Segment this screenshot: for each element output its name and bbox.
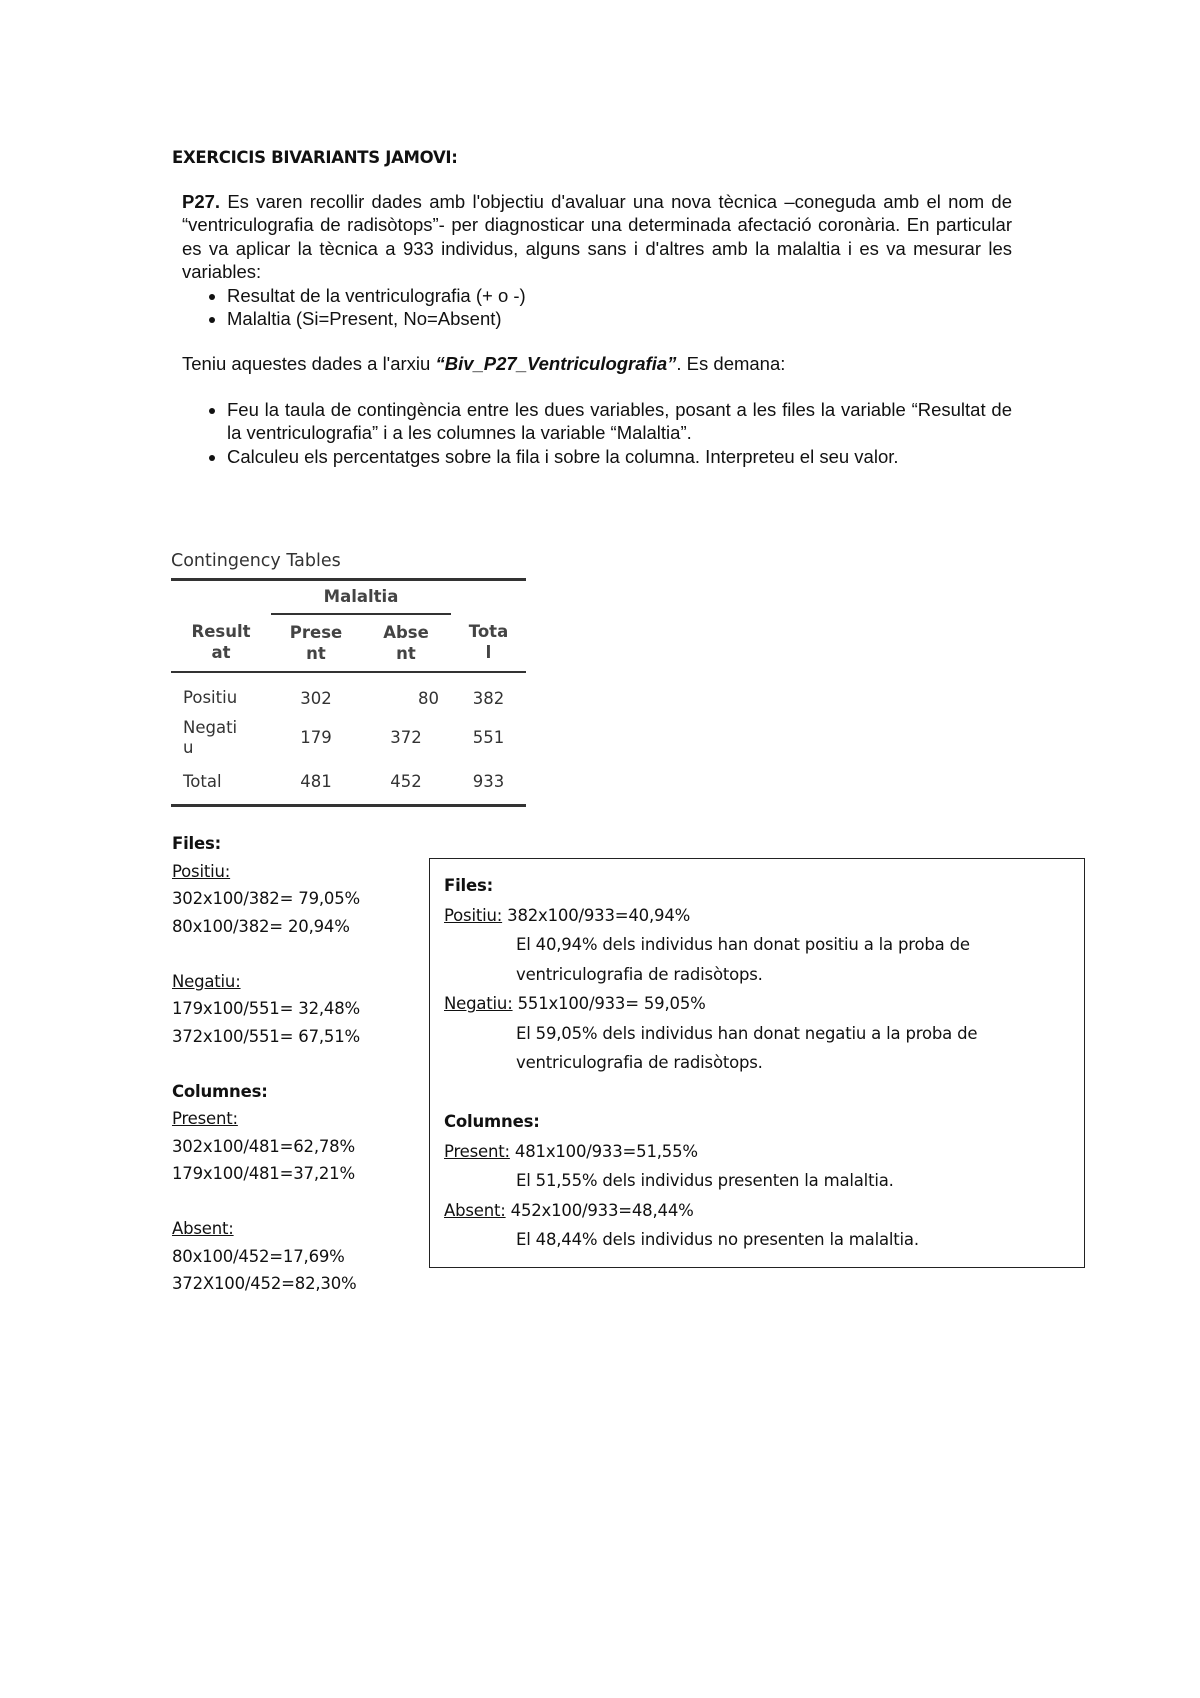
interpretation-line: El 48,44% dels individus no presenten la malaltia. (516, 1230, 919, 1249)
task-item: • Calculeu els percentatges sobre la fila i sobre la columna. Interpreteu el seu valor. (227, 445, 1012, 468)
tasks-list (182, 398, 1012, 468)
variable-item: • Malaltia (Si=Present, No=Absent) (227, 307, 1012, 330)
calc-line: 372x100/551= 67,51% (172, 1026, 360, 1046)
summary-present (444, 1137, 1070, 1167)
interpretation-line: El 40,94% dels individus han donat positiu a la proba de (516, 935, 970, 954)
calc-line: 179x100/481=37,21% (172, 1164, 355, 1183)
table-row (171, 672, 526, 716)
data-file-sentence (182, 352, 1012, 375)
cell-absent: 452 (390, 772, 422, 792)
row-column-calculations (172, 830, 360, 1298)
summary-absent-label: Absent: (444, 1200, 506, 1220)
col-header-absent: Abse nt (383, 622, 429, 663)
row-label: Positiu (183, 688, 238, 707)
summary-columnes-heading: Columnes: (444, 1112, 540, 1131)
calc-line: 80x100/452=17,69% (172, 1246, 345, 1266)
cell-total: 933 (472, 772, 505, 792)
task-item: • Feu la taula de contingència entre les dues variables, posant a les files la variable “Resultat de la ventriculografia” i a les columnes la variable “Malaltia”. (227, 398, 1012, 445)
summary-negatiu-label: Negatiu: (444, 994, 513, 1013)
row-label: Total (183, 771, 222, 791)
contingency-table (171, 578, 526, 807)
calc-line: 302x100/382= 79,05% (172, 889, 360, 908)
cell-total: 551 (472, 728, 505, 747)
interpretation-line: El 59,05% dels individus han donat negatiu a la proba de (516, 1023, 978, 1043)
cell-present: 481 (300, 772, 332, 792)
interpretation-line: ventriculografia de radisòtops. (516, 964, 763, 984)
variable-item: • Resultat de la ventriculografia (+ o -) (227, 284, 1012, 307)
interpretation-line: ventriculografia de radisòtops. (516, 1053, 763, 1072)
summary-absent-calc: 452x100/933=48,44% (505, 1200, 694, 1220)
summary-present-calc: 481x100/933=51,55% (509, 1141, 698, 1161)
table-row (171, 760, 526, 806)
calc-line: 372X100/452=82,30% (172, 1274, 357, 1293)
positiu-label: Positiu: (172, 861, 231, 881)
data-prefix: Teniu aquestes dades a l'arxiu (182, 353, 436, 375)
files-heading: Files: (172, 834, 221, 853)
problem-intro-text: Es varen recollir dades amb l'objectiu d'avaluar una nova tècnica –coneguda amb el nom de “ventriculografia de radisòtops”- per diagnosticar una determinada afectació coronària. En particular es va aplicar la tècnica a 933 individus, alguns sans i d'altres amb la malaltia i es va mesurar les variables: (182, 191, 1012, 283)
cell-absent: 80 (418, 688, 439, 708)
row-label: Negati u (183, 717, 238, 757)
summary-box (429, 858, 1085, 1268)
calc-line: 302x100/481=62,78% (172, 1136, 355, 1156)
table-row (171, 716, 526, 760)
problem-statement (182, 190, 1012, 468)
summary-positiu (444, 901, 1070, 931)
summary-negatiu (444, 989, 1070, 1019)
document-title: EXERCICIS BIVARIANTS JAMOVI: (172, 148, 458, 167)
negatiu-label: Negatiu: (172, 971, 241, 991)
variables-list (182, 284, 1012, 331)
cell-absent: 372 (390, 728, 422, 747)
problem-intro (182, 190, 1012, 284)
summary-negatiu-calc: 551x100/933= 59,05% (512, 994, 706, 1013)
calc-line: 179x100/551= 32,48% (172, 999, 360, 1018)
contingency-caption: Contingency Tables (171, 551, 341, 571)
absent-label: Absent: (172, 1219, 234, 1238)
col-header-total: Tota l (468, 622, 509, 662)
summary-positiu-calc: 382x100/933=40,94% (502, 905, 691, 925)
cell-present: 179 (300, 728, 332, 747)
summary-absent (444, 1196, 1070, 1226)
col-header-resultat: Result at (191, 622, 251, 662)
calc-line: 80x100/382= 20,94% (172, 916, 350, 936)
columnes-heading: Columnes: (172, 1081, 268, 1101)
cell-present: 302 (300, 688, 332, 708)
summary-files-heading: Files: (444, 876, 493, 895)
interpretation-line: El 51,55% dels individus presenten la malaltia. (516, 1171, 894, 1190)
summary-positiu-label: Positiu: (444, 905, 503, 925)
summary-present-label: Present: (444, 1141, 510, 1161)
col-header-present: Prese nt (289, 622, 343, 663)
data-suffix: . Es demana: (676, 353, 786, 375)
present-label: Present: (172, 1109, 238, 1128)
data-file-name: “Biv_P27_Ventriculografia” (435, 353, 677, 375)
cell-total: 382 (472, 688, 505, 708)
problem-label: P27. (182, 191, 221, 212)
group-header-malaltia: Malaltia (271, 580, 451, 614)
